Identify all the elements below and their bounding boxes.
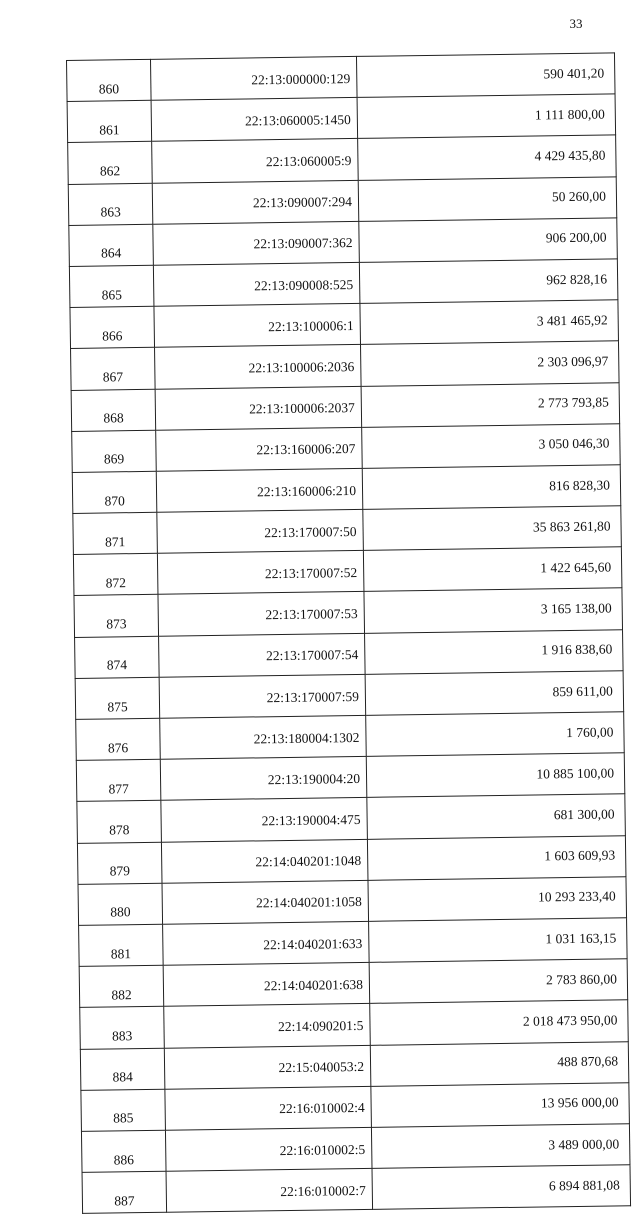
cadastral-number-cell: 22:13:170007:50 bbox=[157, 509, 364, 553]
cadastral-number-cell: 22:16:010002:4 bbox=[165, 1086, 372, 1130]
cadastral-number-cell: 22:13:090007:362 bbox=[153, 221, 360, 265]
cadastral-number-cell: 22:14:040201:1048 bbox=[161, 839, 368, 883]
row-number-cell: 883 bbox=[80, 1007, 165, 1049]
value-cell: 4 429 435,80 bbox=[358, 135, 617, 180]
value-cell: 859 611,00 bbox=[365, 671, 624, 716]
cadastral-number-cell: 22:13:100006:1 bbox=[154, 304, 361, 348]
row-number-cell: 872 bbox=[73, 554, 158, 596]
value-cell: 10 885 100,00 bbox=[366, 753, 625, 798]
value-cell: 3 050 046,30 bbox=[362, 423, 621, 468]
row-number-cell: 861 bbox=[67, 101, 152, 143]
cadastral-number-cell: 22:13:090007:294 bbox=[152, 180, 359, 224]
row-number-cell: 878 bbox=[77, 801, 162, 843]
cadastral-number-cell: 22:13:090008:525 bbox=[153, 262, 360, 306]
value-cell: 816 828,30 bbox=[362, 465, 621, 510]
value-cell: 6 894 881,08 bbox=[372, 1165, 631, 1210]
row-number-cell: 868 bbox=[71, 389, 156, 431]
cadastral-number-cell: 22:13:160006:210 bbox=[156, 468, 363, 512]
value-cell: 2 303 096,97 bbox=[361, 341, 620, 386]
value-cell: 1 111 800,00 bbox=[357, 94, 616, 139]
value-cell: 50 260,00 bbox=[358, 176, 617, 221]
cadastral-number-cell: 22:13:190004:475 bbox=[161, 798, 368, 842]
value-cell: 488 870,68 bbox=[370, 1041, 629, 1086]
cadastral-number-cell: 22:14:040201:1058 bbox=[162, 880, 369, 924]
value-cell: 1 603 609,93 bbox=[367, 835, 626, 880]
value-cell: 2 773 793,85 bbox=[361, 382, 620, 427]
value-cell: 1 422 645,60 bbox=[363, 547, 622, 592]
row-number-cell: 873 bbox=[74, 595, 159, 637]
cadastral-number-cell: 22:16:010002:7 bbox=[166, 1168, 373, 1212]
cadastral-number-cell: 22:13:180004:1302 bbox=[160, 715, 367, 759]
value-cell: 3 165 138,00 bbox=[364, 588, 623, 633]
value-cell: 1 916 838,60 bbox=[365, 629, 624, 674]
value-cell: 10 293 233,40 bbox=[368, 877, 627, 922]
row-number-cell: 875 bbox=[75, 677, 160, 719]
cadastral-number-cell: 22:13:170007:53 bbox=[158, 592, 365, 636]
row-number-cell: 865 bbox=[69, 265, 154, 307]
table-row bbox=[82, 1165, 631, 1214]
row-number-cell: 874 bbox=[75, 636, 160, 678]
row-number-cell: 886 bbox=[81, 1130, 166, 1172]
cadastral-number-cell: 22:13:100006:2037 bbox=[155, 386, 362, 430]
cadastral-number-cell: 22:16:010002:5 bbox=[165, 1127, 372, 1171]
page-number: 33 bbox=[569, 16, 583, 31]
row-number-cell: 862 bbox=[68, 142, 153, 184]
row-number-cell: 871 bbox=[73, 512, 158, 554]
row-number-cell: 877 bbox=[76, 759, 161, 801]
row-number-cell: 869 bbox=[72, 430, 157, 472]
row-number-cell: 887 bbox=[82, 1171, 167, 1213]
cadastral-number-cell: 22:15:040053:2 bbox=[164, 1045, 371, 1089]
value-cell: 3 481 465,92 bbox=[360, 300, 619, 345]
cadastral-number-cell: 22:14:040201:633 bbox=[163, 921, 370, 965]
cadastral-number-cell: 22:14:090201:5 bbox=[164, 1004, 371, 1048]
value-cell: 13 956 000,00 bbox=[371, 1082, 630, 1127]
value-cell: 2 783 860,00 bbox=[369, 959, 628, 1004]
row-number-cell: 866 bbox=[70, 306, 155, 348]
cadastral-number-cell: 22:13:190004:20 bbox=[160, 757, 367, 801]
row-number-cell: 884 bbox=[80, 1048, 165, 1090]
row-number-cell: 879 bbox=[77, 842, 162, 884]
row-number-cell: 870 bbox=[72, 471, 157, 513]
cadastral-number-cell: 22:13:060005:9 bbox=[152, 139, 359, 183]
table-body bbox=[67, 53, 631, 1214]
row-number-cell: 876 bbox=[76, 718, 161, 760]
row-number-cell: 880 bbox=[78, 883, 163, 925]
value-cell: 1 760,00 bbox=[366, 712, 625, 757]
row-number-cell: 864 bbox=[69, 224, 154, 266]
cadastral-number-cell: 22:13:100006:2036 bbox=[155, 345, 362, 389]
cadastral-number-cell: 22:13:060005:1450 bbox=[151, 98, 358, 142]
value-cell: 681 300,00 bbox=[367, 794, 626, 839]
value-cell: 3 489 000,00 bbox=[371, 1124, 630, 1169]
row-number-cell: 867 bbox=[71, 348, 156, 390]
property-table bbox=[66, 52, 631, 1214]
row-number-cell: 882 bbox=[79, 965, 164, 1007]
value-cell: 35 863 261,80 bbox=[363, 506, 622, 551]
cadastral-number-cell: 22:13:170007:52 bbox=[157, 551, 364, 595]
cadastral-number-cell: 22:13:000000:129 bbox=[150, 56, 357, 100]
row-number-cell: 885 bbox=[81, 1089, 166, 1131]
cadastral-number-cell: 22:13:160006:207 bbox=[156, 427, 363, 471]
value-cell: 1 031 163,15 bbox=[369, 918, 628, 963]
cadastral-number-cell: 22:13:170007:59 bbox=[159, 674, 366, 718]
value-cell: 962 828,16 bbox=[359, 259, 618, 304]
property-table-wrapper bbox=[66, 52, 630, 1214]
row-number-cell: 863 bbox=[68, 183, 153, 225]
value-cell: 906 200,00 bbox=[359, 218, 618, 263]
row-number-cell: 860 bbox=[67, 59, 152, 101]
cadastral-number-cell: 22:13:170007:54 bbox=[159, 633, 366, 677]
row-number-cell: 881 bbox=[79, 924, 164, 966]
cadastral-number-cell: 22:14:040201:638 bbox=[163, 962, 370, 1006]
value-cell: 2 018 473 950,00 bbox=[370, 1000, 629, 1045]
value-cell: 590 401,20 bbox=[356, 53, 615, 98]
